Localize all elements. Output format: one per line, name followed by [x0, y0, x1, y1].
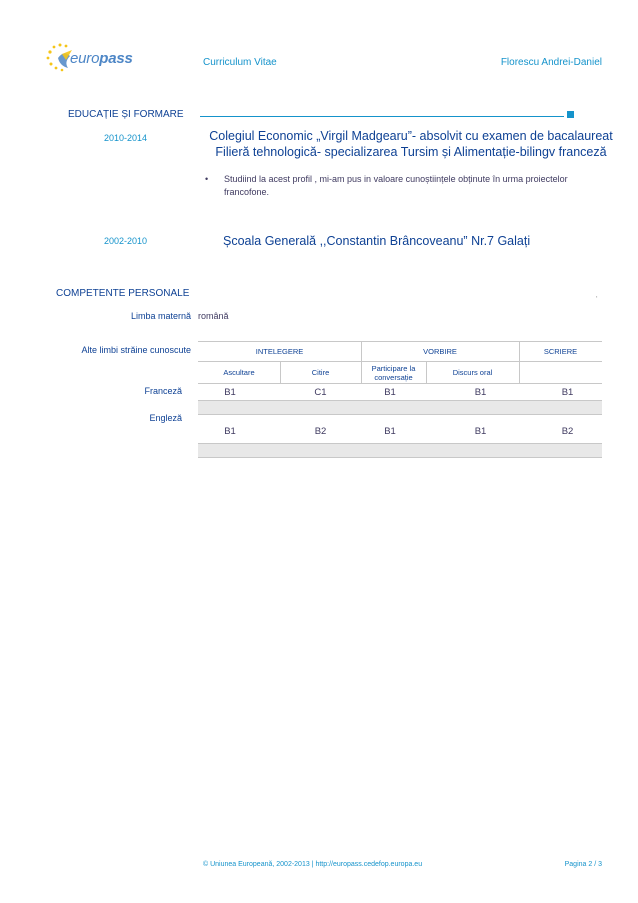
person-name: Florescu Andrei-Daniel — [500, 57, 602, 68]
header-understanding: INTELEGERE — [255, 347, 304, 356]
table-row-spacer — [198, 443, 602, 458]
education-title-1b: Filieră tehnologică- specializarea Tursim și Alimentație-bilingv franceză — [215, 145, 607, 159]
education-title-1a: Colegiul Economic „Virgil Madgearu”- absolvit cu examen de bacalaureat — [209, 129, 613, 143]
logo-suffix: pass — [99, 50, 133, 67]
header-speaking: VORBIRE — [423, 347, 457, 356]
doc-title: Curriculum Vitae — [203, 57, 277, 68]
fr-reading: C1 — [314, 386, 327, 398]
language-table — [198, 341, 602, 458]
header-production: Discurs oral — [452, 368, 493, 377]
header-reading: Citire — [311, 368, 330, 377]
education-date-1: 2010-2014 — [104, 133, 148, 143]
footer-page-number: Pagina 2 / 3 — [564, 861, 602, 868]
en-listening: B1 — [224, 425, 236, 437]
en-production: B1 — [474, 425, 487, 437]
logo-prefix: euro — [70, 50, 100, 67]
header-listening: Ascultare — [223, 368, 255, 377]
mother-tongue-label: Limba maternă — [130, 311, 191, 321]
header-writing: SCRIERE — [543, 347, 578, 356]
table-row — [198, 384, 602, 400]
en-reading: B2 — [314, 425, 327, 437]
education-divider — [200, 116, 564, 117]
personal-heading: COMPETENTE PERSONALE — [56, 288, 190, 299]
en-interaction: B1 — [384, 425, 396, 437]
language-english: Engleză — [149, 413, 182, 423]
education-bullet-1 — [205, 173, 590, 199]
en-writing: B2 — [561, 425, 574, 437]
fr-listening: B1 — [224, 386, 236, 398]
education-heading: EDUCAȚIE ȘI FORMARE — [68, 109, 184, 120]
other-languages-label: Alte limbi străine cunoscute — [81, 345, 191, 355]
fr-production: B1 — [474, 386, 487, 398]
education-date-2: 2002-2010 — [104, 236, 148, 246]
table-row-spacer — [198, 400, 602, 415]
language-french: Franceză — [144, 386, 182, 396]
fr-writing: B1 — [561, 386, 574, 398]
bullet-icon: • — [205, 174, 209, 184]
table-group-header — [198, 341, 602, 362]
mother-tongue-value: română — [198, 311, 229, 321]
tiny-mark: ▪ — [596, 294, 598, 299]
square-icon — [567, 111, 574, 118]
education-bullet-text: Studiind la acest profil , mi-am pus in valoare cunoștiințele obținute în urma proiectelor francofone. — [224, 174, 568, 197]
fr-interaction: B1 — [384, 386, 396, 398]
table-row — [198, 423, 602, 439]
education-title-2: Școala Generală ,,Constantin Brâncoveanu” Nr.7 Galați — [223, 234, 531, 248]
header-interaction: Participare la conversație — [371, 363, 416, 382]
footer-copyright[interactable]: © Uniunea Europeană, 2002-2013 | http://europass.cedefop.europa.eu — [203, 861, 423, 868]
table-sub-header — [198, 362, 602, 384]
logo-wordmark — [70, 50, 133, 67]
